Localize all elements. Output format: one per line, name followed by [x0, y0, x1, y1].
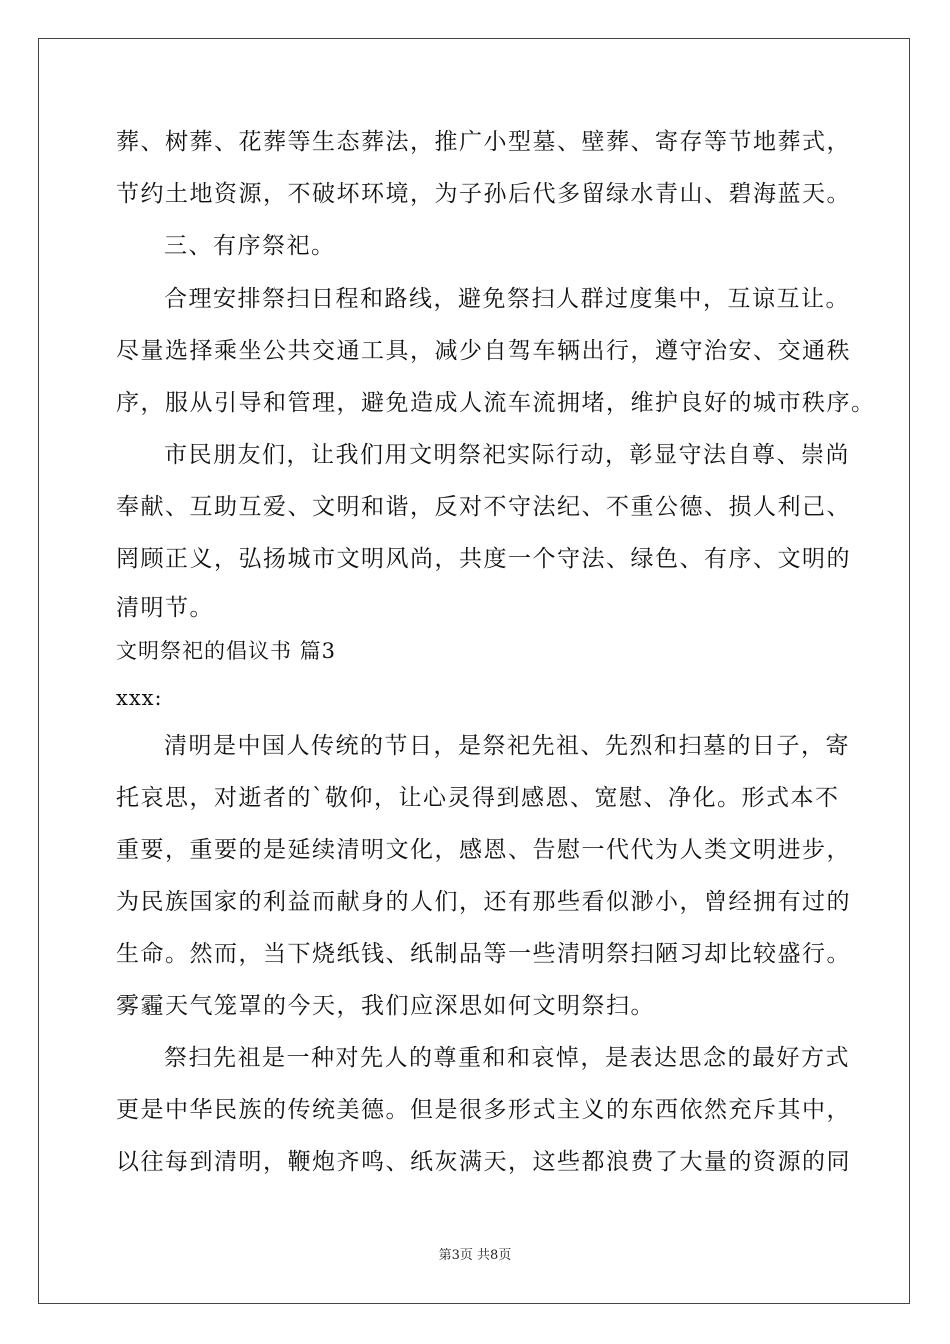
text-line: 尽量选择乘坐公共交通工具，减少自驾车辆出行，遵守治安、交通秩	[116, 338, 851, 364]
text-line: 序，服从引导和管理，避免造成人流车流拥堵，维护良好的城市秩序。	[116, 390, 876, 416]
text-line: 罔顾正义，弘扬城市文明风尚，共度一个守法、绿色、有序、文明的	[116, 546, 851, 572]
text-line: 清明节。	[116, 595, 214, 621]
text-line: 为民族国家的利益而献身的人们，还有那些看似渺小，曾经拥有过的	[116, 889, 851, 915]
text-line: 生命。然而，当下烧纸钱、纸制品等一些清明祭扫陋习却比较盛行。	[116, 941, 851, 967]
article-title: 文明祭祀的倡议书 篇3	[116, 639, 337, 663]
text-line: 更是中华民族的传统美德。但是很多形式主义的东西依然充斥其中，	[116, 1097, 851, 1123]
text-line: 以往每到清明，鞭炮齐鸣、纸灰满天，这些都浪费了大量的资源的同	[116, 1149, 851, 1175]
text-line: 节约土地资源，不破坏环境，为子孙后代多留绿水青山、碧海蓝天。	[116, 181, 851, 207]
text-line: 市民朋友们，让我们用文明祭祀实际行动，彰显守法自尊、崇尚	[164, 442, 850, 468]
text-line: 葬、树葬、花葬等生态葬法，推广小型墓、壁葬、寄存等节地葬式，	[116, 129, 851, 155]
text-line: 合理安排祭扫日程和路线，避免祭扫人群过度集中，互谅互让。	[164, 286, 850, 312]
text-line: 雾霾天气笼罩的今天，我们应深思如何文明祭扫。	[116, 993, 655, 1019]
text-line: 祭扫先祖是一种对先人的尊重和和哀悼，是表达思念的最好方式	[164, 1045, 850, 1071]
section-heading: 三、有序祭祀。	[164, 233, 336, 259]
salutation: xxx:	[116, 686, 163, 710]
text-line: 托哀思，对逝者的`敬仰，让心灵得到感恩、宽慰、净化。形式本不	[116, 785, 840, 811]
text-line: 重要，重要的是延续清明文化，感恩、告慰一代代为人类文明进步，	[116, 837, 851, 863]
text-line: 清明是中国人传统的节日，是祭祀先祖、先烈和扫墓的日子，寄	[164, 733, 850, 759]
page-number: 第3页 共8页	[438, 1248, 512, 1263]
text-line: 奉献、互助互爱、文明和谐，反对不守法纪、不重公德、损人利己、	[116, 494, 851, 520]
